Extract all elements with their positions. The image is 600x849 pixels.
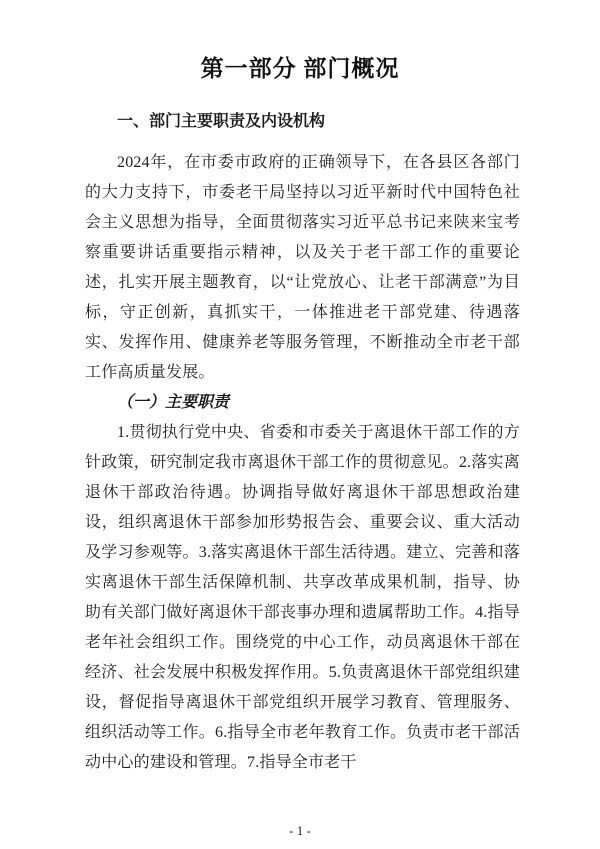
section-heading: 一、部门主要职责及内设机构	[117, 113, 326, 130]
paragraph-duties: 1.贯彻执行党中央、省委和市委关于离退休干部工作的方针政策，研究制定我市离退休干部工作的贯彻意见。2.落实离退休干部政治待遇。协调指导做好离退休干部思想政治建设，组织离退休干部参加形势报告会、重要会议、重大活动及学习参观等。3.落实离退休干部生活待遇。建立、完善和落实离退休干部生活保障机制、共享改革成果机制，指导、协助有关部门做好离退休干部丧事办理和遗属帮助工作。4.指导老年社会组织工作。围绕党的中心工作，动员离退休干部在经济、社会发展中积极发挥作用。5.负责离退休干部党组织建设，督促指导离退休干部党组织开展学习教育、管理服务、组织活动等工作。6.指导全市老年教育工作。负责市老干部活动中心的建设和管理。7.指导全市老干	[85, 424, 520, 771]
sub-heading-main-duties: （一）主要职责	[117, 394, 230, 411]
paragraph-overview: 2024年，在市委市政府的正确领导下，在各县区各部门的大力支持下，市委老干局坚持以习近平新时代中国特色社会主义思想为指导，全面贯彻落实习近平总书记来陕来宝考察重要讲话重要指示精神，以及关于老干部工作的重要论述，扎实开展主题教育，以“让党放心、让老干部满意”为目标，守正创新，真抓实干，一体推进老干部党建、待遇落实、发挥作用、健康养老等服务管理，不断推动全市老干部工作高质量发展。	[85, 154, 520, 381]
document-body	[85, 148, 520, 778]
page-number: - 1 -	[289, 823, 311, 838]
document-title: 第一部分 部门概况	[200, 56, 400, 81]
